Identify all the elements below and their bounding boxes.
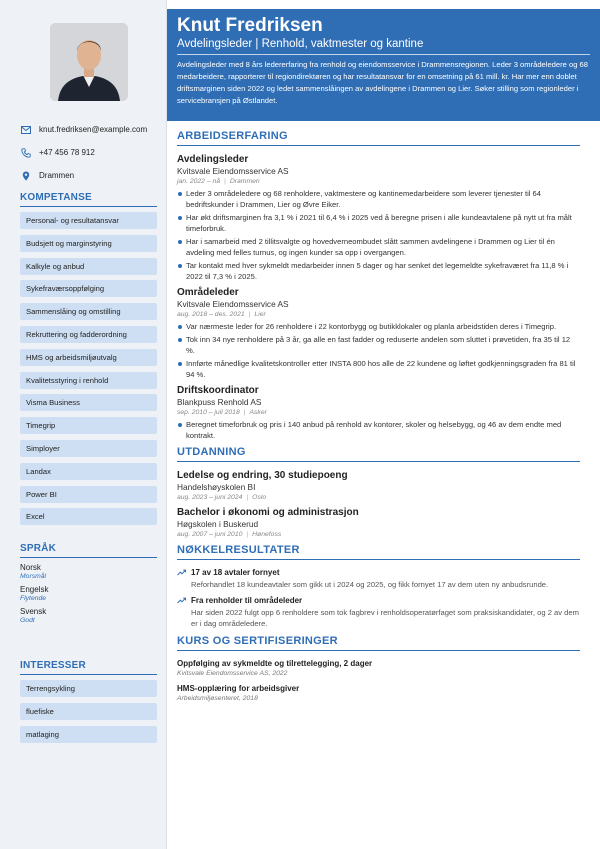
language-level: Morsmål bbox=[20, 573, 47, 580]
job-title: Avdelingsleder bbox=[177, 154, 249, 165]
language-level: Godt bbox=[20, 617, 35, 624]
education-entry bbox=[177, 470, 580, 501]
skills-section bbox=[20, 192, 157, 531]
result-body bbox=[191, 596, 580, 629]
language-level: Flytende bbox=[20, 595, 47, 602]
candidate-name: Knut Fredriksen bbox=[177, 15, 323, 36]
main-content bbox=[177, 130, 580, 709]
trend-up-icon bbox=[177, 596, 191, 629]
job-entry bbox=[177, 385, 580, 441]
job-bullet: Innførte månedlige kvalitetskontroller etter INSTA 800 hos alle de 22 kundene og løftet godkjenningsgraden fra 81 til 94 %. bbox=[177, 358, 580, 380]
meta-separator: | bbox=[224, 178, 226, 185]
job-bullet: Har økt driftsmarginen fra 3,1 % i 2021 til 6,4 % i 2025 ved å beregne prisen i alle kundeavtalene på nytt ut fra målt timeforbruk. bbox=[177, 212, 580, 234]
result-item bbox=[177, 596, 580, 629]
meta-separator: | bbox=[246, 531, 249, 538]
courses-list bbox=[177, 659, 580, 702]
phone-text: +47 456 78 912 bbox=[39, 148, 95, 157]
languages-heading: SPRÅK bbox=[20, 543, 157, 558]
job-bullet: Tok inn 34 nye renholdere på 3 år, ga alle en fast fadder og reduserte andelen som sluttet i prøvetiden, fra 35 til 12 %. bbox=[177, 334, 580, 356]
skill-chip: Landax bbox=[20, 463, 157, 480]
result-description: Reforhandlet 18 kundeavtaler som gikk ut i 2024 og 2025, og fikk fornyet 17 av dem uten ny anbudsrunde. bbox=[191, 580, 549, 589]
experience-list bbox=[177, 154, 580, 441]
results-list bbox=[177, 568, 580, 629]
job-meta bbox=[177, 178, 580, 185]
candidate-title: Avdelingsleder | Renhold, vaktmester og kantine bbox=[177, 38, 424, 50]
education-dates: aug. 2007 – juni 2010 bbox=[177, 531, 243, 538]
location-text: Drammen bbox=[39, 171, 75, 180]
course-item bbox=[177, 659, 580, 677]
header-banner bbox=[167, 9, 600, 121]
result-title: Fra renholder til områdeleder bbox=[191, 596, 303, 605]
trend-up-icon bbox=[177, 568, 191, 590]
job-bullet: Beregnet timeforbruk og pris i 140 anbud på renhold av kontorer, skoler og helsebygg, og 46 av dem endte med kontrakt. bbox=[177, 419, 580, 441]
school-name: Høgskolen i Buskerud bbox=[177, 519, 259, 529]
job-meta bbox=[177, 409, 580, 416]
skill-chip: Rekruttering og fadderordning bbox=[20, 326, 157, 343]
interest-chip: Terrengsykling bbox=[20, 680, 157, 697]
education-meta bbox=[177, 494, 580, 501]
courses-heading: KURS OG SERTIFISERINGER bbox=[177, 635, 580, 651]
skill-chip: Kvalitetsstyring i renhold bbox=[20, 372, 157, 389]
results-heading: NØKKELRESULTATER bbox=[177, 544, 580, 560]
job-entry bbox=[177, 154, 580, 282]
job-location: Drammen bbox=[229, 178, 260, 185]
degree-title: Ledelse og endring, 30 studiepoeng bbox=[177, 470, 348, 481]
course-item bbox=[177, 684, 580, 702]
degree-title: Bachelor i økonomi og administrasjon bbox=[177, 507, 359, 518]
interests-section bbox=[20, 660, 157, 748]
skill-chip: Timegrip bbox=[20, 417, 157, 434]
meta-separator: | bbox=[243, 409, 246, 416]
skill-chip: Excel bbox=[20, 508, 157, 525]
job-bullet: Har i samarbeid med 2 tillitsvalgte og hovedverneombudet slått sammen avdelingene i Drammen og Lier til én avdeling med felles turnus, og ingen kunder sa opp i overgangen. bbox=[177, 236, 580, 258]
job-bullets bbox=[177, 188, 580, 282]
contact-email bbox=[20, 118, 160, 141]
interest-chip: fluefiske bbox=[20, 703, 157, 720]
job-bullet: Leder 3 områdeledere og 68 renholdere, vaktmestere og kantinemedarbeidere som leverer tjenester til 64 bedriftskunder i Drammen, Lier og Øvre Eiker. bbox=[177, 188, 580, 210]
skill-chip: Sykefraværsoppfølging bbox=[20, 280, 157, 297]
education-meta bbox=[177, 531, 580, 538]
mail-icon bbox=[20, 124, 32, 136]
skill-chip: Sammenslåing og omstilling bbox=[20, 303, 157, 320]
job-company: Kvitsvale Eiendomsservice AS bbox=[177, 299, 289, 309]
education-entry bbox=[177, 507, 580, 538]
language-item bbox=[20, 563, 157, 580]
result-description: Har siden 2022 fulgt opp 6 renholdere som tok fagbrev i renholdsoperatørfaget som praksiskandidater, og 2 av dem er i dag områdeledere. bbox=[191, 608, 579, 628]
sidebar bbox=[0, 0, 167, 849]
job-entry bbox=[177, 287, 580, 380]
education-heading: UTDANNING bbox=[177, 446, 580, 462]
school-name: Handelshøyskolen BI bbox=[177, 482, 256, 492]
profile-summary: Avdelingsleder med 8 års ledererfaring fra renhold og eiendomsservice i Drammensregionen. Leder 3 områdeledere og 68 medarbeidere, rapporterer til regiondirektøren og har resultatansvar for en omsetning på 61 mill. kr. Har mer enn doblet driftsmarginen siden 2022 og ledet sammenslåingen av avdelingene i Drammen og Lier. Søker stilling som regionleder i servicebransjen på Østlandet. bbox=[177, 60, 588, 105]
job-location: Asker bbox=[249, 409, 267, 416]
skill-chip: Power BI bbox=[20, 486, 157, 503]
result-body bbox=[191, 568, 548, 590]
skill-chip: Simployer bbox=[20, 440, 157, 457]
job-company: Blankpuss Renhold AS bbox=[177, 397, 262, 407]
job-bullets bbox=[177, 419, 580, 441]
course-meta: Arbeidsmiljøsenteret, 2018 bbox=[177, 695, 258, 702]
portrait-image bbox=[50, 23, 128, 101]
interests-heading: INTERESSER bbox=[20, 660, 157, 675]
education-dates: aug. 2023 – juni 2024 bbox=[177, 494, 243, 501]
contact-block bbox=[20, 118, 160, 187]
language-item bbox=[20, 585, 157, 602]
skill-chip: Personal- og resultatansvar bbox=[20, 212, 157, 229]
language-name: Norsk bbox=[20, 563, 41, 572]
languages-section bbox=[20, 543, 157, 629]
job-dates: aug. 2018 – des. 2021 bbox=[177, 311, 245, 318]
location-pin-icon bbox=[20, 170, 32, 182]
experience-heading: ARBEIDSERFARING bbox=[177, 130, 580, 146]
interest-chip: matlaging bbox=[20, 726, 157, 743]
education-list bbox=[177, 470, 580, 538]
job-meta bbox=[177, 311, 580, 318]
profile-photo bbox=[50, 23, 128, 101]
contact-phone bbox=[20, 141, 160, 164]
skill-chip: Visma Business bbox=[20, 394, 157, 411]
phone-icon bbox=[20, 147, 32, 159]
header-divider bbox=[177, 54, 590, 55]
course-meta: Kvitsvale Eiendomsservice AS, 2022 bbox=[177, 670, 288, 677]
skill-chip: HMS og arbeidsmiljøutvalg bbox=[20, 349, 157, 366]
job-bullet: Var nærmeste leder for 26 renholdere i 22 kontorbygg og butikklokaler og planla arbeidstiden deres i Timegrip. bbox=[177, 321, 580, 332]
interests-list bbox=[20, 680, 157, 743]
result-item bbox=[177, 568, 580, 590]
skills-heading: KOMPETANSE bbox=[20, 192, 157, 207]
meta-separator: | bbox=[248, 311, 251, 318]
course-title: HMS-opplæring for arbeidsgiver bbox=[177, 684, 300, 693]
skills-list bbox=[20, 212, 157, 525]
job-dates: sep. 2010 – juli 2018 bbox=[177, 409, 240, 416]
language-item bbox=[20, 607, 157, 624]
email-text[interactable]: knut.fredriksen@example.com bbox=[39, 125, 148, 134]
job-dates: jan. 2022 – nå bbox=[177, 178, 221, 185]
skill-chip: Budsjett og marginstyring bbox=[20, 235, 157, 252]
contact-location bbox=[20, 164, 160, 187]
job-bullets bbox=[177, 321, 580, 380]
job-title: Områdeleder bbox=[177, 287, 239, 298]
course-title: Oppfølging av sykmeldte og tilrettelegging, 2 dager bbox=[177, 659, 373, 668]
education-location: Hønefoss bbox=[252, 531, 282, 538]
job-title: Driftskoordinator bbox=[177, 385, 259, 396]
education-location: Oslo bbox=[252, 494, 267, 501]
meta-separator: | bbox=[246, 494, 249, 501]
languages-list bbox=[20, 563, 157, 624]
result-title: 17 av 18 avtaler fornyet bbox=[191, 568, 280, 577]
job-location: Lier bbox=[254, 311, 266, 318]
language-name: Engelsk bbox=[20, 585, 49, 594]
job-bullet: Tar kontakt med hver sykmeldt medarbeider innen 5 dager og har senket det legemeldte sykefraværet fra 11,8 % i 2022 til 7,3 % i 2025. bbox=[177, 260, 580, 282]
skill-chip: Kalkyle og anbud bbox=[20, 258, 157, 275]
job-company: Kvitsvale Eiendomsservice AS bbox=[177, 166, 289, 176]
language-name: Svensk bbox=[20, 607, 47, 616]
